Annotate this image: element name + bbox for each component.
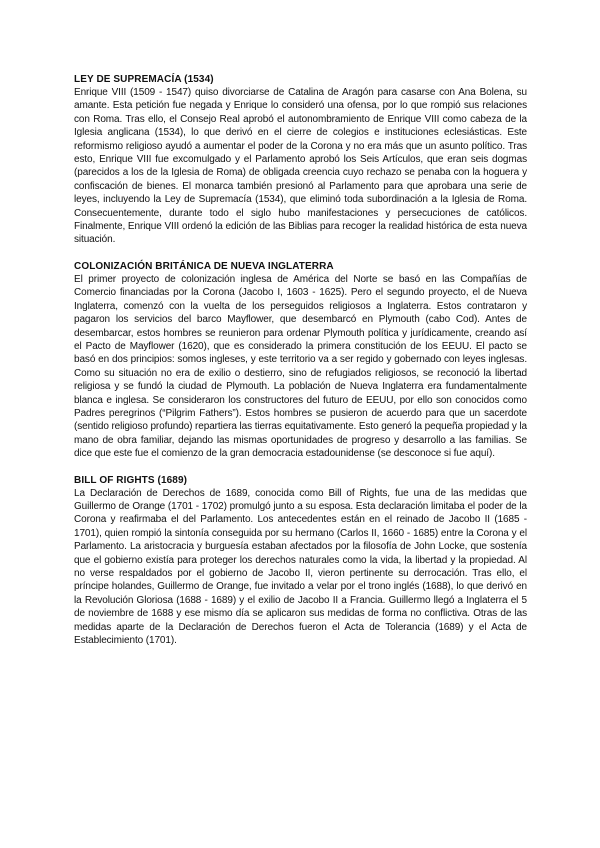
section-colonizacion-nueva-inglaterra <box>74 260 527 461</box>
section-paragraph: Enrique VIII (1509 - 1547) quiso divorciarse de Catalina de Aragón para casarse con Ana Bolena, su amante. Esta petición fue negada y Enrique lo consideró una ofensa, por lo que rompió sus relaciones con Roma. Tras ello, el Consejo Real aprobó el autonombramiento de Enrique VIII como cabeza de la Iglesia anglicana (1534), lo que derivó en el cierre de colegios e instituciones eclesiásticas. Este reformismo religioso ayudó a aumentar el poder de la Corona y no era más que un asunto político. Tras esto, Enrique VIII fue excomulgado y el Parlamento aprobó los Seis Artículos, que eran seis dogmas (parecidos a los de la Iglesia de Roma) de obligada creencia cuyo rechazo se penaba con la hoguera y confiscación de bienes. El monarca también presionó al Parlamento para que aprobara una serie de leyes, incluyendo la Ley de Supremacía (1534), que eliminó toda subordinación a la Iglesia de Roma. Consecuentemente, durante todo el siglo hubo manifestaciones y persecuciones de católicos. Finalmente, Enrique VIII ordenó la edición de las Biblias para recoger la realidad histórica de esta nueva situación. <box>74 87 527 246</box>
section-paragraph: El primer proyecto de colonización inglesa de América del Norte se basó en las Compañías de Comercio financiadas por la Corona (Jacobo I, 1603 - 1625). Pero el segundo proyecto, el de Nueva Inglaterra, comenzó con la vuelta de los perseguidos religiosos a Inglaterra. Estos contrataron y pagaron los servicios del barco Mayflower, que desembarcó en Plymouth (cabo Cod). Antes de desembarcar, estos hombres se reunieron para ordenar Plymouth política y jurídicamente, creando así el Pacto de Mayflower (1620), que es considerado la primera constitución de los EEUU. El pacto se basó en dos principios: somos ingleses, y este territorio va a ser regido y gobernado con leyes inglesas. Como su situación no era de exilio o destierro, sino de refugiados religiosos, se reconoció la libertad religiosa y se fundó la ciudad de Plymouth. La población de Nueva Inglaterra era fundamentalmente blanca e inglesa. Se consideraron los constructores del futuro de EEUU, por ello son conocidos como Padres peregrinos (“Pilgrim Fathers”). Estos hombres se pusieron de acuerdo para que un sacerdote (sentido religioso profundo) repartiera las tierras equitativamente. Esto generó la pequeña propiedad y la mano de obra familiar, dejando las mismas oportunidades de progreso y desarrollo a las familias. Se dice que este fue el comienzo de la gran democracia estadounidense (se desconoce si fue aquí). <box>74 273 528 460</box>
section-bill-of-rights <box>74 474 527 648</box>
section-ley-de-supremacia <box>74 73 527 247</box>
section-heading: BILL OF RIGHTS (1689) <box>74 474 188 486</box>
document-page <box>74 73 527 660</box>
section-heading: COLONIZACIÓN BRITÁNICA DE NUEVA INGLATERRA <box>74 260 334 272</box>
section-heading: LEY DE SUPREMACÍA (1534) <box>74 74 214 85</box>
section-paragraph: La Declaración de Derechos de 1689, conocida como Bill of Rights, fue una de las medidas que Guillermo de Orange (1701 - 1702) promulgó junto a su esposa. Esta declaración limitaba el poder de la Corona y reafirmaba el del Parlamento. Los antecedentes están en el reinado de Jacobo II (1685 - 1701), quien rompió la sintonía conseguida por su hermano (Carlos II, 1660 - 1685) entre la Corona y el Parlamento. La aristocracia y burguesía estaban afectados por la filosofía de John Locke, que sostenía que el gobierno existía para proteger los derechos naturales como la vida, la libertad y la propiedad. Al no verse respaldados por el gobierno de Jacobo II, vieron pertinente su derrocación. Tras ello, el príncipe holandes, Guillermo de Orange, fue invitado a velar por el trono inglés (1688), lo que derivó en la Revolución Gloriosa (1688 - 1689) y el exilio de Jacobo II a Francia. Guillermo llegó a Inglaterra el 5 de noviembre de 1688 y ese mismo día se aplicaron sus medidas de forma no conflictiva. Otras de las medidas aparte de la Declaración de Derechos fueron el Acta de Tolerancia (1689) y el Acta de Establecimiento (1701). <box>74 487 527 647</box>
